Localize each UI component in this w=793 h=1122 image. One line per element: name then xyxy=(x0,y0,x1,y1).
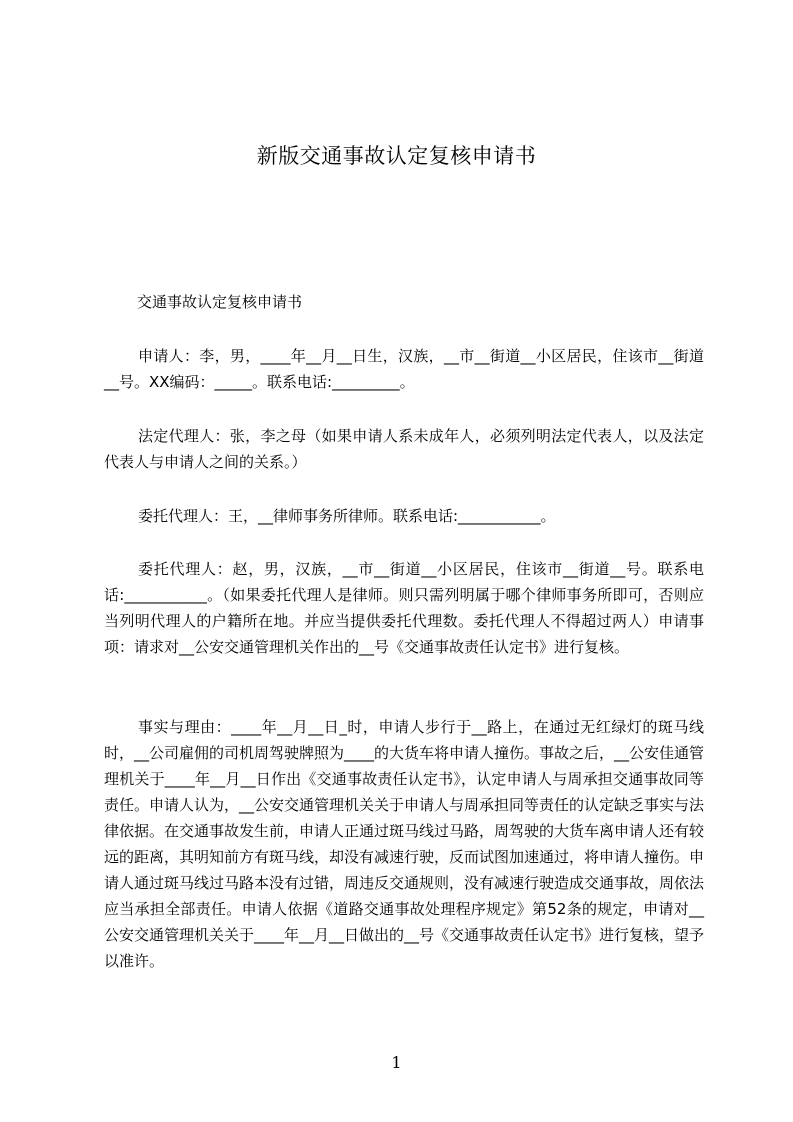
paragraph-facts-and-reasons xyxy=(104,714,704,974)
document-subtitle: 交通事故认定复核申请书 xyxy=(137,293,303,311)
paragraph-applicant xyxy=(104,343,704,395)
paragraph-legal-representative xyxy=(104,423,704,475)
paragraph-text: 委托代理人：赵，男，汉族，__市__街道__小区居民，住该市__街道__号。联系电话:___________。（如果委托代理人是律师。则只需列明属于哪个律师事务所即可，否则应当列明代理人的户籍所在地。并应当提供委托代理数。委托代理人不得超过两人）申请事项：请求对__公安交通管理机关作出的__号《交通事故责任认定书》进行复核。 xyxy=(104,560,704,656)
paragraph-text: 法定代理人：张，李之母（如果申请人系未成年人，必须列明法定代表人，以及法定代表人与申请人之间的关系。） xyxy=(104,427,704,471)
paragraph-agent-wang xyxy=(104,503,704,529)
paragraph-text: 申请人：李，男，____年__月__日生，汉族，__市__街道__小区居民，住该市__街道__号。XX编码：_____。联系电话:_________。 xyxy=(104,347,704,391)
document-title: 新版交通事故认定复核申请书 xyxy=(256,144,537,168)
paragraph-agent-zhao xyxy=(104,556,704,660)
paragraph-text: 事实与理由：____年__月__日_时，申请人步行于__路上，在通过无红绿灯的斑马线时，__公司雇佣的司机周驾驶牌照为____的大货车将申请人撞伤。事故之后，__公安佳通管理机关于____年__月__日作出《交通事故责任认定书》，认定申请人与周承担交通事故同等责任。申请人认为，__公安交通管理机关关于申请人与周承担同等责任的认定缺乏事实与法律依据。在交通事故发生前，申请人正通过斑马线过马路，周驾驶的大货车离申请人还有较远的距离，其明知前方有斑马线，却没有减速行驶，反而试图加速通过，将申请人撞伤。申请人通过斑马线过马路本没有过错，周违反交通规则，没有减速行驶造成交通事故，周依法应当承担全部责任。申请人依据《道路交通事故处理程序规定》第52条的规定，申请对__公安交通管理机关关于____年__月__日做出的__号《交通事故责任认定书》进行复核，望予以准许。 xyxy=(104,718,705,970)
page-number: 1 xyxy=(391,1053,402,1072)
paragraph-text: 委托代理人：王，__律师事务所律师。联系电话:___________。 xyxy=(138,507,556,525)
